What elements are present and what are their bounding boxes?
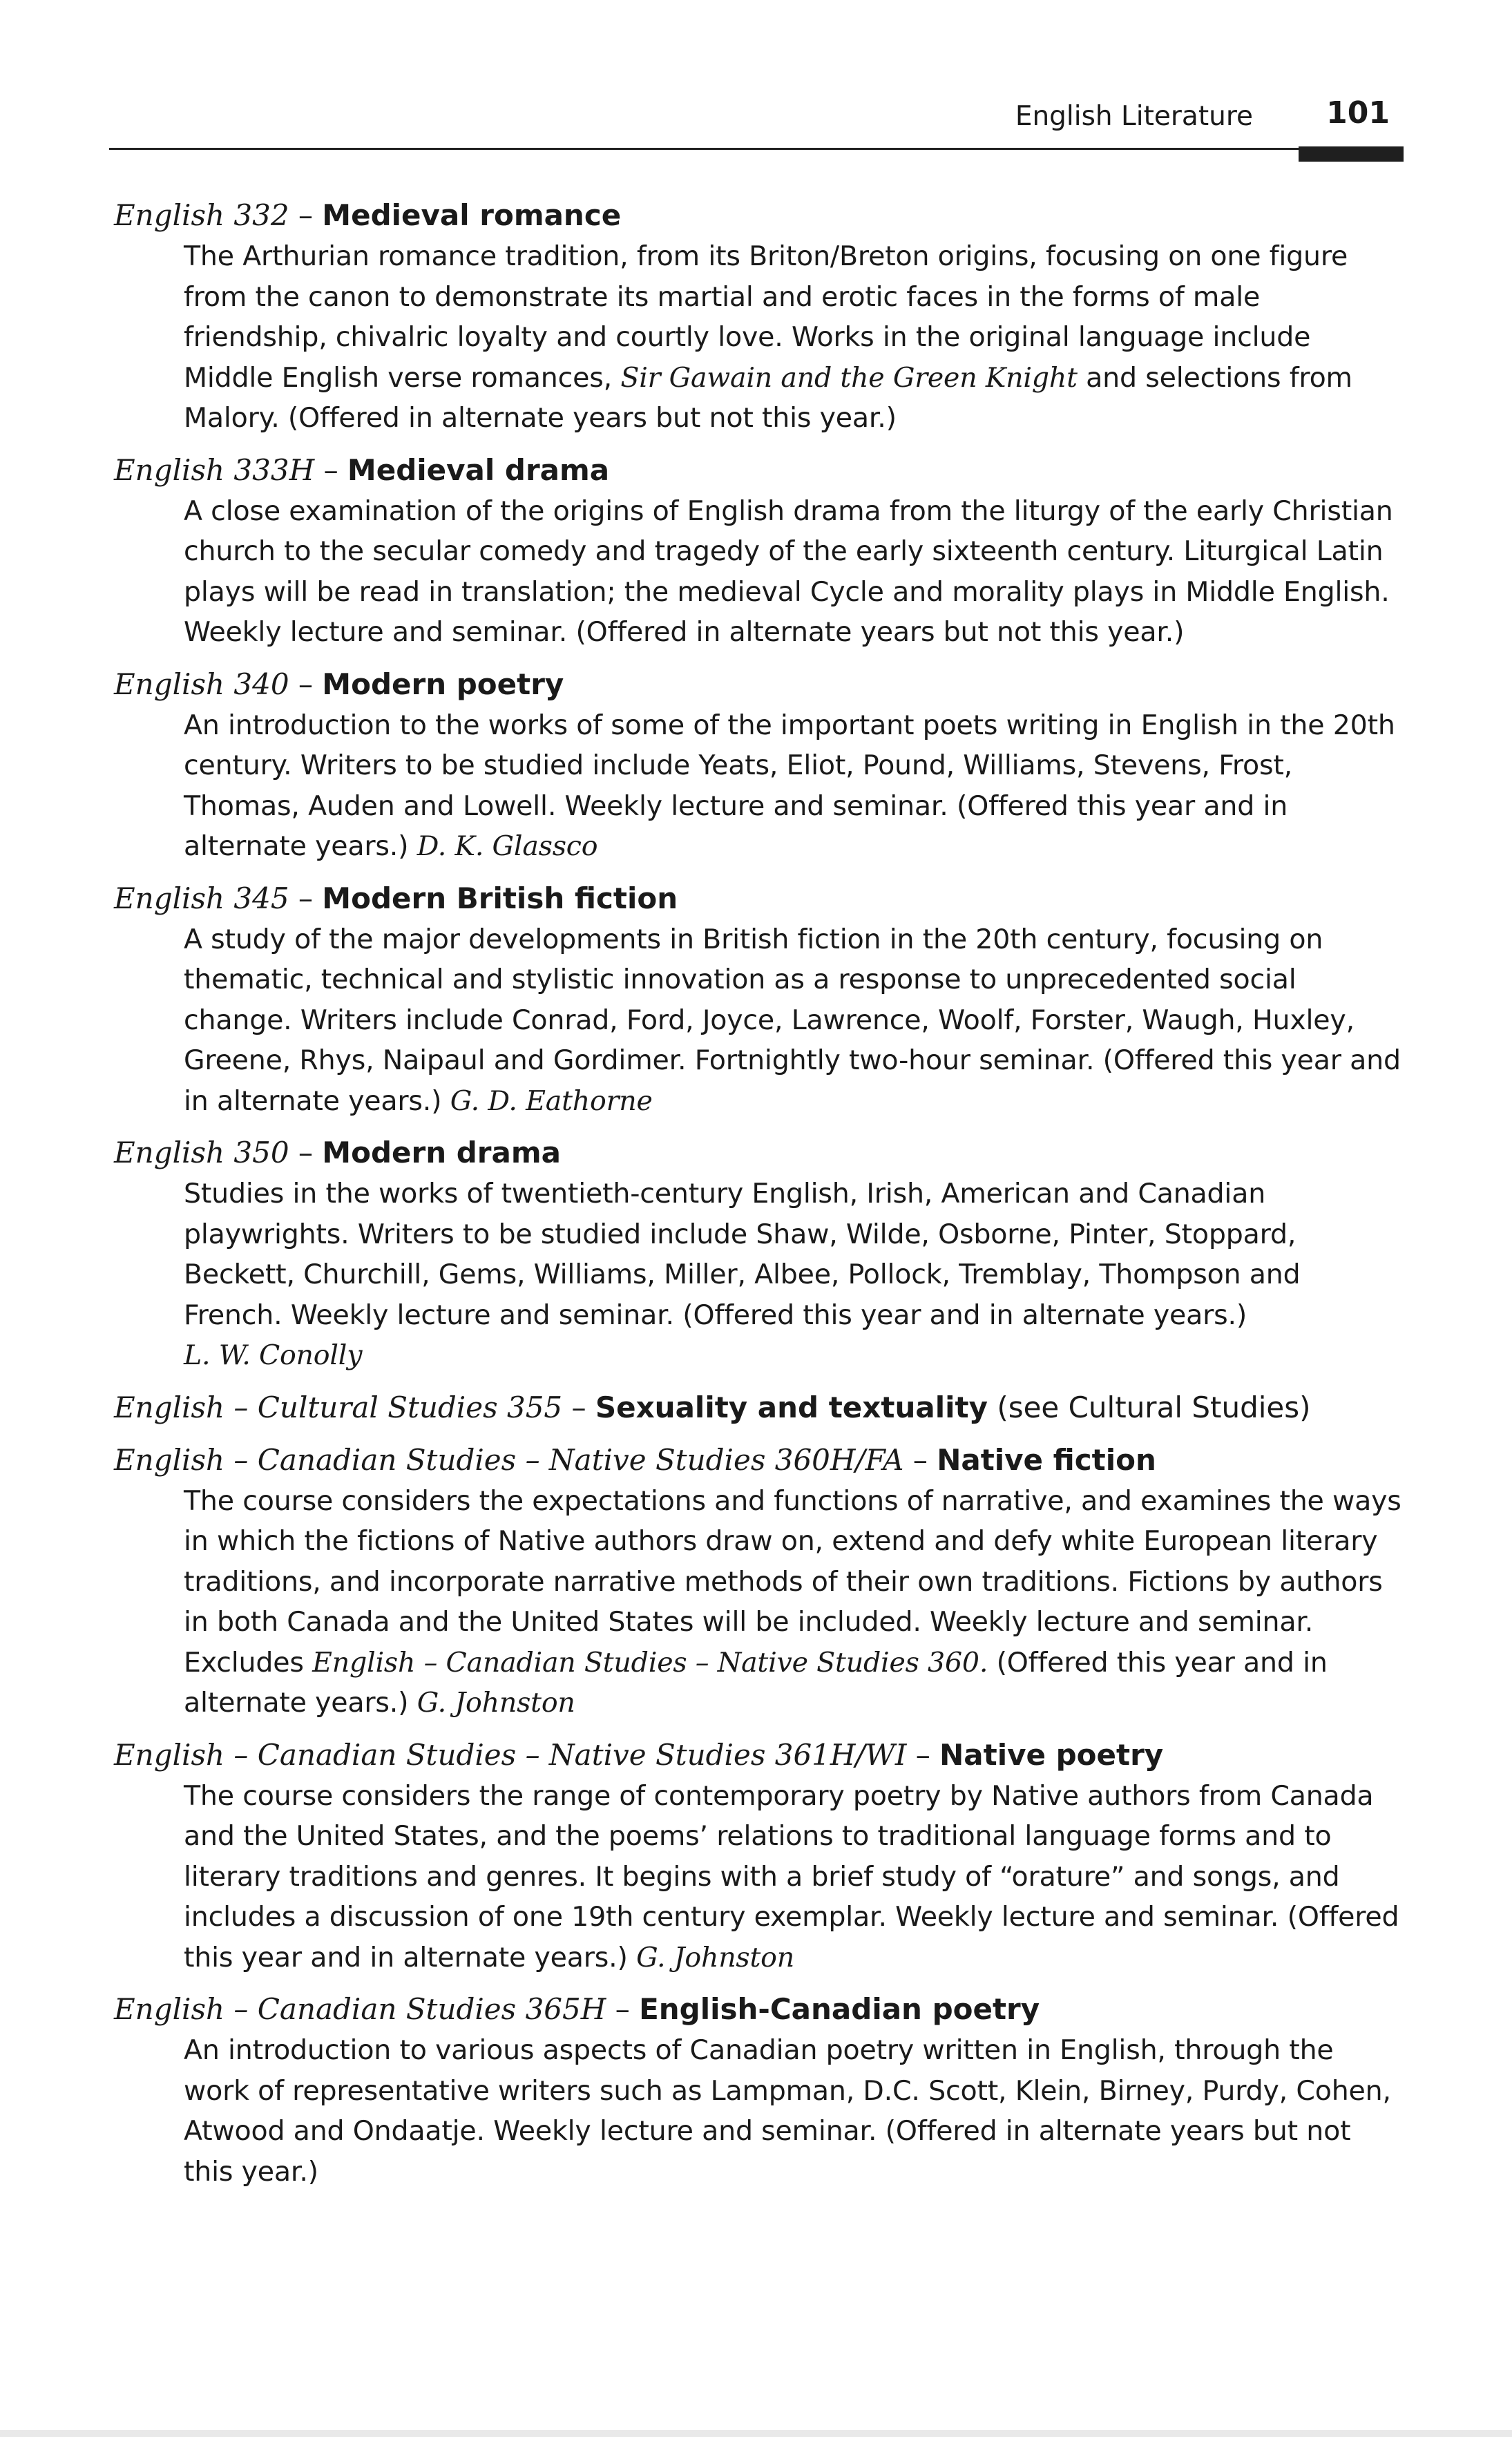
course-heading (114, 1440, 1406, 1481)
course-description (184, 1174, 1406, 1376)
course-heading (114, 878, 1406, 919)
instructor-name: L. W. Conolly (184, 1339, 363, 1371)
description-text: The course considers the expectations and functions of narrative, and examines the ways in which the fictions of Native authors draw on, extend and defy white European literary traditions, and incorporate narrative methods of their own traditions. Fictions by authors in both Canada and the United States will be included. Weekly lecture and seminar. Excludes (184, 1484, 1401, 1679)
course-heading (114, 195, 1406, 236)
course-title: Modern poetry (322, 667, 564, 701)
course-title: English-Canadian poetry (639, 1992, 1040, 2026)
running-header (111, 95, 1404, 142)
course-description (184, 2030, 1406, 2192)
course-code: English 350 (114, 1136, 289, 1169)
course-title: Medieval drama (347, 452, 610, 487)
course-entry-english-340 (114, 664, 1406, 867)
description-text: Studies in the works of twentieth-century English, Irish, American and Canadian playwrights. Writers to be studied include Shaw, Wilde, Osborne, Pinter, Stoppard, Beckett, Churchill, Gems, Williams, Miller, Albee, Pollock, Tremblay, Thompson and French. Weekly lecture and seminar. (Offered this year and in alternate years.) (184, 1178, 1301, 1331)
scan-bottom-edge (0, 2430, 1512, 2437)
work-title: Sir Gawain and the Green Knight (620, 361, 1078, 394)
instructor-name: G. D. Eathorne (450, 1084, 653, 1117)
course-entry-canadian-studies-365h (114, 1989, 1406, 2192)
course-entry-english-345 (114, 878, 1406, 1122)
course-title: Medieval romance (322, 198, 622, 232)
course-heading (114, 1734, 1406, 1776)
course-code: English – Canadian Studies – Native Studies 361H/WI (114, 1737, 907, 1772)
header-rule (109, 148, 1404, 150)
heading-separator: – (289, 1136, 323, 1169)
course-title: Sexuality and textuality (595, 1390, 988, 1424)
course-code: English – Cultural Studies 355 (114, 1390, 563, 1424)
course-entry-english-332 (114, 195, 1406, 439)
description-text: A study of the major developments in British fiction in the 20th century, focusing on thematic, technical and stylistic innovation as a response to unprecedented social change. Writers include Conrad, Ford, Joyce, Lawrence, Woolf, Forster, Waugh, Huxley, Greene, Rhys, Naipaul and Gordimer. Fortnightly two-hour seminar. (Offered this year and in alternate years.) (184, 923, 1401, 1117)
course-entry-cultural-studies-355 (114, 1387, 1406, 1428)
course-title: Modern British fiction (322, 881, 678, 915)
course-description (184, 919, 1406, 1122)
heading-separator: – (289, 667, 323, 701)
heading-separator: – (906, 1737, 940, 1772)
course-code: English 340 (114, 667, 289, 701)
course-description (184, 491, 1406, 653)
course-title: Modern drama (322, 1136, 561, 1169)
course-code: English – Canadian Studies 365H (114, 1992, 606, 2026)
description-text: The course considers the range of contemporary poetry by Native authors from Canada and the United States, and the poems’ relations to traditional language forms and to literary traditions and genres. It begins with a brief study of “orature” and songs, and includes a discussion of one 19th century exemplar. Weekly lecture and seminar. (Offered this year and in alternate years.) (184, 1779, 1399, 1974)
page-number: 101 (1326, 95, 1390, 131)
course-code: English 332 (114, 198, 289, 232)
cross-reference-note: (see Cultural Studies) (997, 1390, 1311, 1424)
instructor-name: G. Johnston (417, 1687, 575, 1719)
course-title: Native fiction (937, 1442, 1156, 1477)
description-text: An introduction to the works of some of the important poets writing in English in the 20th century. Writers to be studied include Yeats, Eliot, Pound, Williams, Stevens, Frost, Thomas, Auden and Lowell. Weekly lecture and seminar. (Offered this year and in alternate years.) (184, 709, 1395, 862)
course-heading (114, 1989, 1406, 2030)
instructor-name: D. K. Glassco (417, 830, 598, 862)
instructor-name: G. Johnston (636, 1941, 794, 1974)
description-text: (Offered this year and in alternate years.) (184, 1646, 1328, 1719)
description-text: The Arthurian romance tradition, from its Briton/Breton origins, focusing on one figure from the canon to demonstrate its martial and erotic faces in the forms of male friendship, chivalric loyalty and courtly love. Works in the original language include Middle English verse romances, (184, 240, 1348, 394)
course-code: English – Canadian Studies – Native Studies 360H/FA (114, 1442, 904, 1477)
heading-separator: – (562, 1390, 595, 1424)
course-description (184, 705, 1406, 867)
course-heading (114, 1132, 1406, 1174)
course-entry-native-studies-360h (114, 1440, 1406, 1723)
description-text: A close examination of the origins of English drama from the liturgy of the early Christian church to the secular comedy and tragedy of the early sixteenth century. Liturgical Latin plays will be read in translation; the medieval Cycle and morality plays in Middle English. Weekly lecture and seminar. (Offered in alternate years but not this year.) (184, 495, 1393, 648)
course-code: English 333H (114, 452, 315, 487)
course-description (184, 1776, 1406, 1978)
course-entry-english-350 (114, 1132, 1406, 1376)
heading-separator: – (903, 1442, 937, 1477)
header-tab-bar (1299, 146, 1404, 162)
course-heading (114, 1387, 1406, 1428)
course-code: English 345 (114, 881, 289, 915)
course-entry-native-studies-361h (114, 1734, 1406, 1978)
running-header-section: English Literature (1015, 101, 1253, 132)
heading-separator: – (606, 1992, 640, 2026)
excluded-course: English – Canadian Studies – Native Studies 360. (312, 1646, 988, 1679)
heading-separator: – (314, 452, 347, 487)
description-text: and selections from Malory. (Offered in alternate years but not this year.) (184, 361, 1352, 434)
course-heading (114, 450, 1406, 491)
description-text: An introduction to various aspects of Canadian poetry written in English, through the work of representative writers such as Lampman, D.C. Scott, Klein, Birney, Purdy, Cohen, Atwood and Ondaatje. Weekly lecture and seminar. (Offered in alternate years but not this year.) (184, 2034, 1391, 2188)
course-list (114, 195, 1406, 2203)
course-entry-english-333h (114, 450, 1406, 653)
course-title: Native poetry (939, 1737, 1164, 1772)
course-description (184, 236, 1406, 439)
heading-separator: – (289, 198, 323, 232)
heading-separator: – (289, 881, 323, 915)
course-description (184, 1481, 1406, 1723)
course-heading (114, 664, 1406, 705)
